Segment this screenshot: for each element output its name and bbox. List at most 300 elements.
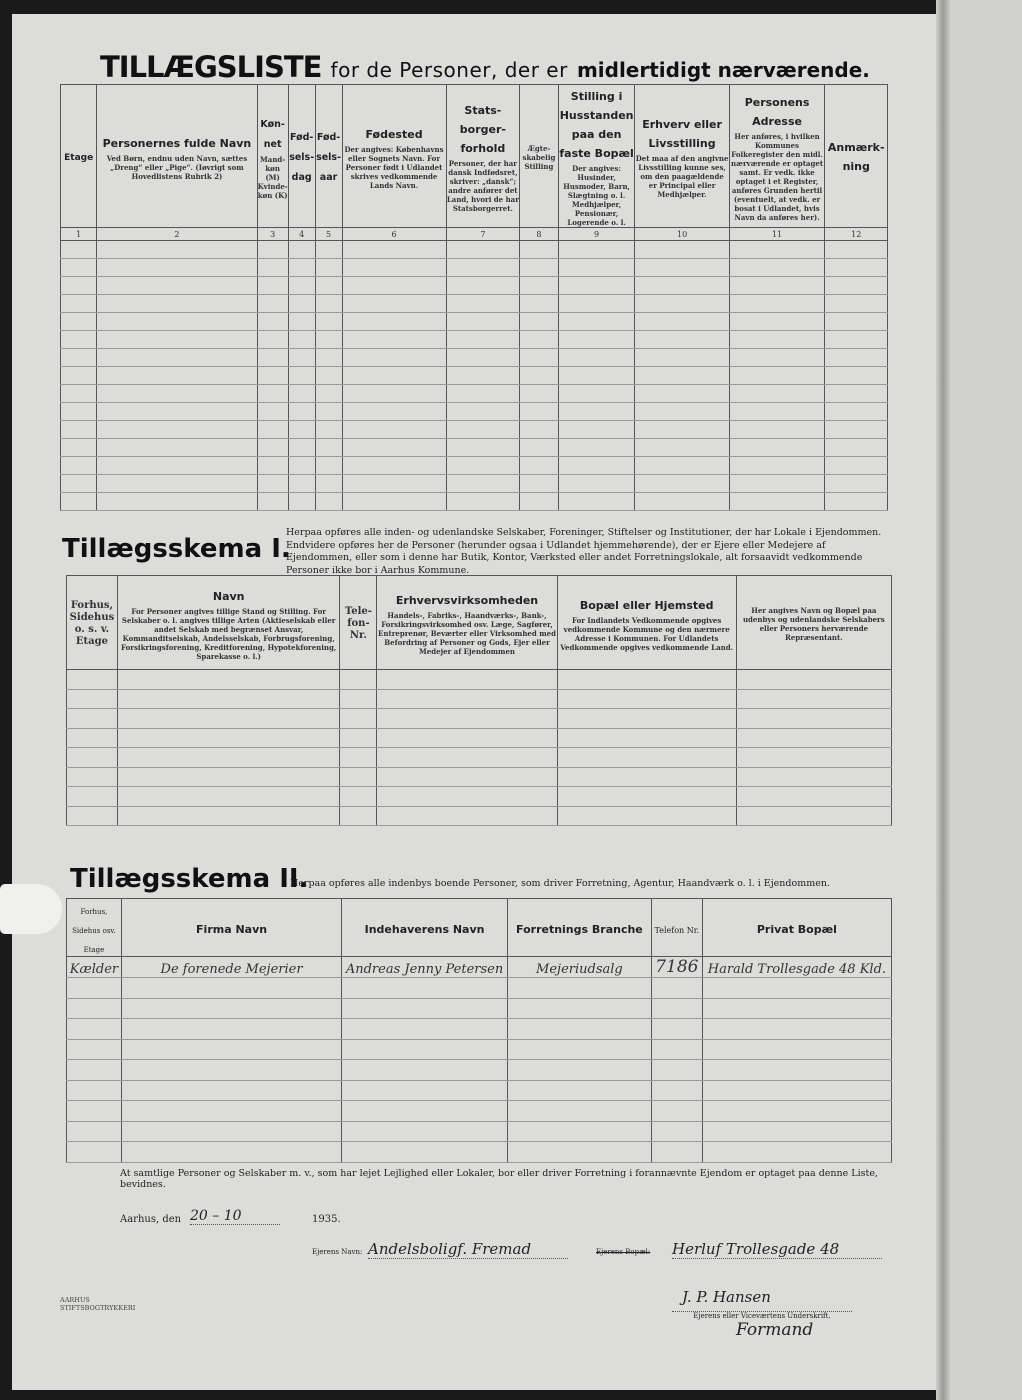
list-cell[interactable] xyxy=(97,349,257,367)
list-cell[interactable] xyxy=(558,295,635,313)
list-cell[interactable] xyxy=(635,385,729,403)
list-cell[interactable] xyxy=(635,313,729,331)
list-cell[interactable] xyxy=(315,457,342,475)
list-cell[interactable] xyxy=(342,331,446,349)
list-cell[interactable] xyxy=(446,277,520,295)
skema2-cell[interactable] xyxy=(507,1101,651,1122)
skema1-cell[interactable] xyxy=(377,689,557,709)
skema2-cell[interactable] xyxy=(651,1080,702,1101)
list-cell[interactable] xyxy=(315,385,342,403)
skema1-cell[interactable] xyxy=(557,767,736,787)
skema1-cell[interactable] xyxy=(340,787,377,807)
list-cell[interactable] xyxy=(315,277,342,295)
skema2-entry-bopael[interactable] xyxy=(702,957,891,978)
list-cell[interactable] xyxy=(342,385,446,403)
list-cell[interactable] xyxy=(520,241,559,259)
list-cell[interactable] xyxy=(97,367,257,385)
skema2-cell[interactable] xyxy=(702,1121,891,1142)
skema2-cell[interactable] xyxy=(121,1080,341,1101)
list-cell[interactable] xyxy=(288,313,315,331)
list-cell[interactable] xyxy=(61,367,97,385)
list-cell[interactable] xyxy=(520,349,559,367)
list-cell[interactable] xyxy=(635,331,729,349)
list-cell[interactable] xyxy=(342,439,446,457)
skema1-cell[interactable] xyxy=(736,787,891,807)
list-cell[interactable] xyxy=(558,457,635,475)
skema1-cell[interactable] xyxy=(736,670,891,690)
list-cell[interactable] xyxy=(446,403,520,421)
list-cell[interactable] xyxy=(446,313,520,331)
list-cell[interactable] xyxy=(520,367,559,385)
list-cell[interactable] xyxy=(446,367,520,385)
list-cell[interactable] xyxy=(520,295,559,313)
list-cell[interactable] xyxy=(558,277,635,295)
list-cell[interactable] xyxy=(288,331,315,349)
list-cell[interactable] xyxy=(315,331,342,349)
list-cell[interactable] xyxy=(257,439,288,457)
list-cell[interactable] xyxy=(558,403,635,421)
skema2-cell[interactable] xyxy=(67,1142,122,1163)
list-cell[interactable] xyxy=(97,493,257,511)
skema2-cell[interactable] xyxy=(651,1019,702,1040)
list-cell[interactable] xyxy=(729,403,825,421)
list-cell[interactable] xyxy=(558,475,635,493)
skema1-cell[interactable] xyxy=(67,806,118,826)
skema1-cell[interactable] xyxy=(340,689,377,709)
skema1-cell[interactable] xyxy=(117,670,340,690)
list-cell[interactable] xyxy=(825,475,888,493)
list-cell[interactable] xyxy=(342,403,446,421)
skema1-cell[interactable] xyxy=(736,748,891,768)
list-cell[interactable] xyxy=(825,349,888,367)
skema2-cell[interactable] xyxy=(507,1060,651,1081)
list-cell[interactable] xyxy=(257,349,288,367)
list-cell[interactable] xyxy=(520,259,559,277)
skema2-cell[interactable] xyxy=(67,1019,122,1040)
list-cell[interactable] xyxy=(257,367,288,385)
list-cell[interactable] xyxy=(558,331,635,349)
skema2-cell[interactable] xyxy=(121,1039,341,1060)
skema1-cell[interactable] xyxy=(557,709,736,729)
skema1-cell[interactable] xyxy=(67,767,118,787)
skema1-cell[interactable] xyxy=(377,728,557,748)
skema2-entry-indehaver[interactable] xyxy=(342,957,508,978)
skema1-cell[interactable] xyxy=(117,728,340,748)
skema2-cell[interactable] xyxy=(507,998,651,1019)
skema1-cell[interactable] xyxy=(377,787,557,807)
title-main: TILLÆGSLISTE xyxy=(100,50,322,84)
skema1-cell[interactable] xyxy=(67,670,118,690)
list-cell[interactable] xyxy=(729,457,825,475)
list-cell[interactable] xyxy=(257,385,288,403)
skema1-cell[interactable] xyxy=(340,728,377,748)
list-cell[interactable] xyxy=(558,385,635,403)
list-cell[interactable] xyxy=(825,493,888,511)
list-cell[interactable] xyxy=(97,277,257,295)
skema1-cell[interactable] xyxy=(377,767,557,787)
skema2-cell[interactable] xyxy=(342,1039,508,1060)
list-cell[interactable] xyxy=(825,367,888,385)
list-cell[interactable] xyxy=(342,457,446,475)
list-cell[interactable] xyxy=(558,439,635,457)
skema1-cell[interactable] xyxy=(340,806,377,826)
skema2-cell[interactable] xyxy=(702,1039,891,1060)
list-cell[interactable] xyxy=(315,313,342,331)
list-cell[interactable] xyxy=(288,385,315,403)
list-cell[interactable] xyxy=(61,313,97,331)
list-cell[interactable] xyxy=(342,313,446,331)
skema2-cell[interactable] xyxy=(651,1060,702,1081)
skema1-cell[interactable] xyxy=(340,670,377,690)
list-cell[interactable] xyxy=(635,421,729,439)
list-cell[interactable] xyxy=(825,403,888,421)
list-cell[interactable] xyxy=(257,241,288,259)
list-cell[interactable] xyxy=(825,259,888,277)
skema1-cell[interactable] xyxy=(557,748,736,768)
skema2-cell[interactable] xyxy=(702,1060,891,1081)
list-cell[interactable] xyxy=(342,241,446,259)
list-cell[interactable] xyxy=(446,295,520,313)
list-cell[interactable] xyxy=(446,493,520,511)
skema2-cell[interactable] xyxy=(651,978,702,999)
list-cell[interactable] xyxy=(729,367,825,385)
list-cell[interactable] xyxy=(446,241,520,259)
list-cell[interactable] xyxy=(97,331,257,349)
list-cell[interactable] xyxy=(97,439,257,457)
list-cell[interactable] xyxy=(729,439,825,457)
list-cell[interactable] xyxy=(446,331,520,349)
skema2-cell[interactable] xyxy=(67,998,122,1019)
skema2-cell[interactable] xyxy=(507,1019,651,1040)
list-cell[interactable] xyxy=(288,421,315,439)
skema2-cell[interactable] xyxy=(651,1142,702,1163)
list-cell[interactable] xyxy=(257,403,288,421)
list-cell[interactable] xyxy=(729,331,825,349)
signature-title: Formand xyxy=(736,1320,814,1340)
list-cell[interactable] xyxy=(558,349,635,367)
skema2-cell[interactable] xyxy=(342,978,508,999)
skema2-cell[interactable] xyxy=(342,998,508,1019)
list-cell[interactable] xyxy=(729,385,825,403)
list-cell[interactable] xyxy=(520,277,559,295)
list-cell[interactable] xyxy=(61,493,97,511)
list-cell[interactable] xyxy=(61,295,97,313)
list-cell[interactable] xyxy=(446,457,520,475)
list-cell[interactable] xyxy=(61,457,97,475)
list-cell[interactable] xyxy=(520,421,559,439)
list-cell[interactable] xyxy=(288,241,315,259)
skema2-cell[interactable] xyxy=(651,1039,702,1060)
page-fold xyxy=(936,0,950,1400)
skema1-header-sub: Forhus, Sidehus o. s. v. Etage xyxy=(69,600,115,647)
skema1-cell[interactable] xyxy=(736,689,891,709)
skema1-cell[interactable] xyxy=(557,806,736,826)
list-cell[interactable] xyxy=(635,295,729,313)
footer-date: 20 – 10 xyxy=(190,1208,280,1225)
list-cell[interactable] xyxy=(558,259,635,277)
list-cell[interactable] xyxy=(257,331,288,349)
skema2-cell[interactable] xyxy=(651,1121,702,1142)
skema2-entry-branche[interactable] xyxy=(507,957,651,978)
skema2-cell[interactable] xyxy=(702,1019,891,1040)
skema2-cell[interactable] xyxy=(67,1101,122,1122)
list-cell[interactable] xyxy=(315,421,342,439)
list-cell[interactable] xyxy=(257,493,288,511)
list-cell[interactable] xyxy=(315,349,342,367)
list-cell[interactable] xyxy=(825,421,888,439)
skema2-cell[interactable] xyxy=(342,1142,508,1163)
list-cell[interactable] xyxy=(825,457,888,475)
list-cell[interactable] xyxy=(520,457,559,475)
skema2-cell[interactable] xyxy=(342,1101,508,1122)
list-cell[interactable] xyxy=(558,421,635,439)
skema2-cell[interactable] xyxy=(651,998,702,1019)
list-cell[interactable] xyxy=(315,241,342,259)
list-cell[interactable] xyxy=(729,475,825,493)
skema1-cell[interactable] xyxy=(557,728,736,748)
list-cell[interactable] xyxy=(288,493,315,511)
list-cell[interactable] xyxy=(520,331,559,349)
list-cell[interactable] xyxy=(342,475,446,493)
list-cell[interactable] xyxy=(635,403,729,421)
list-cell[interactable] xyxy=(825,277,888,295)
skema2-cell[interactable] xyxy=(507,978,651,999)
skema1-cell[interactable] xyxy=(340,767,377,787)
list-header-title: Personernes fulde Navn xyxy=(102,136,252,150)
list-cell[interactable] xyxy=(825,439,888,457)
list-cell[interactable] xyxy=(288,259,315,277)
list-cell[interactable] xyxy=(315,295,342,313)
list-cell[interactable] xyxy=(315,439,342,457)
skema2-cell[interactable] xyxy=(702,998,891,1019)
list-cell[interactable] xyxy=(288,439,315,457)
skema2-cell[interactable] xyxy=(651,1101,702,1122)
skema1-cell[interactable] xyxy=(736,728,891,748)
list-cell[interactable] xyxy=(288,367,315,385)
list-cell[interactable] xyxy=(61,259,97,277)
skema2-cell[interactable] xyxy=(121,1019,341,1040)
skema2-cell[interactable] xyxy=(67,1080,122,1101)
skema2-cell[interactable] xyxy=(121,998,341,1019)
skema2-cell[interactable] xyxy=(121,1101,341,1122)
list-cell[interactable] xyxy=(61,403,97,421)
skema2-row xyxy=(67,1121,892,1142)
list-cell[interactable] xyxy=(315,493,342,511)
list-cell[interactable] xyxy=(315,403,342,421)
skema2-cell[interactable] xyxy=(702,1142,891,1163)
list-cell[interactable] xyxy=(97,385,257,403)
list-cell[interactable] xyxy=(288,457,315,475)
list-cell[interactable] xyxy=(729,295,825,313)
list-cell[interactable] xyxy=(635,241,729,259)
list-cell[interactable] xyxy=(257,475,288,493)
list-cell[interactable] xyxy=(97,295,257,313)
list-cell[interactable] xyxy=(288,295,315,313)
skema2-entry-firma[interactable] xyxy=(121,957,341,978)
skema1-cell[interactable] xyxy=(377,806,557,826)
skema1-header-col-2 xyxy=(117,576,340,670)
list-cell[interactable] xyxy=(635,367,729,385)
list-cell[interactable] xyxy=(446,385,520,403)
list-cell[interactable] xyxy=(446,421,520,439)
list-cell[interactable] xyxy=(288,277,315,295)
skema1-cell[interactable] xyxy=(117,806,340,826)
list-cell[interactable] xyxy=(257,421,288,439)
skema2-cell[interactable] xyxy=(702,1101,891,1122)
skema2-cell[interactable] xyxy=(67,1121,122,1142)
skema1-cell[interactable] xyxy=(340,709,377,729)
list-cell[interactable] xyxy=(97,241,257,259)
list-cell[interactable] xyxy=(446,349,520,367)
list-cell[interactable] xyxy=(520,385,559,403)
skema2-cell[interactable] xyxy=(507,1080,651,1101)
list-cell[interactable] xyxy=(61,241,97,259)
list-cell[interactable] xyxy=(558,367,635,385)
handwritten-etage: Kælder xyxy=(69,961,119,977)
skema1-cell[interactable] xyxy=(67,748,118,768)
skema2-cell[interactable] xyxy=(342,1080,508,1101)
list-cell[interactable] xyxy=(97,475,257,493)
list-cell[interactable] xyxy=(61,385,97,403)
list-cell[interactable] xyxy=(558,241,635,259)
skema2-cell[interactable] xyxy=(67,1060,122,1081)
list-cell[interactable] xyxy=(342,277,446,295)
skema1-cell[interactable] xyxy=(117,709,340,729)
list-cell[interactable] xyxy=(520,493,559,511)
list-cell[interactable] xyxy=(825,331,888,349)
list-cell[interactable] xyxy=(342,349,446,367)
skema2-cell[interactable] xyxy=(702,978,891,999)
list-cell[interactable] xyxy=(342,259,446,277)
list-cell[interactable] xyxy=(825,385,888,403)
skema1-cell[interactable] xyxy=(377,709,557,729)
skema1-cell[interactable] xyxy=(67,728,118,748)
list-header-sub: Det maa af den angivne Livsstilling kunne ses, om den paagældende er Principal eller Medhjælper. xyxy=(635,154,729,199)
skema2-cell[interactable] xyxy=(67,1039,122,1060)
list-cell[interactable] xyxy=(729,349,825,367)
skema2-cell[interactable] xyxy=(342,1060,508,1081)
list-cell[interactable] xyxy=(635,493,729,511)
list-cell[interactable] xyxy=(825,295,888,313)
skema1-cell[interactable] xyxy=(377,670,557,690)
list-cell[interactable] xyxy=(825,241,888,259)
skema1-cell[interactable] xyxy=(117,689,340,709)
list-cell[interactable] xyxy=(635,475,729,493)
list-cell[interactable] xyxy=(97,421,257,439)
list-cell[interactable] xyxy=(558,313,635,331)
skema1-cell[interactable] xyxy=(117,748,340,768)
skema2-cell[interactable] xyxy=(121,978,341,999)
list-cell[interactable] xyxy=(729,259,825,277)
list-cell[interactable] xyxy=(520,313,559,331)
list-cell[interactable] xyxy=(315,259,342,277)
list-cell[interactable] xyxy=(446,439,520,457)
list-cell[interactable] xyxy=(520,439,559,457)
list-cell[interactable] xyxy=(97,403,257,421)
list-cell[interactable] xyxy=(61,277,97,295)
list-cell[interactable] xyxy=(61,439,97,457)
list-cell[interactable] xyxy=(61,349,97,367)
list-cell[interactable] xyxy=(61,331,97,349)
list-cell[interactable] xyxy=(342,493,446,511)
skema2-cell[interactable] xyxy=(342,1121,508,1142)
list-cell[interactable] xyxy=(729,421,825,439)
list-cell[interactable] xyxy=(288,475,315,493)
list-cell[interactable] xyxy=(97,259,257,277)
list-cell[interactable] xyxy=(825,313,888,331)
list-cell[interactable] xyxy=(257,259,288,277)
list-cell[interactable] xyxy=(729,313,825,331)
list-cell[interactable] xyxy=(635,277,729,295)
list-cell[interactable] xyxy=(97,313,257,331)
list-cell[interactable] xyxy=(257,295,288,313)
list-cell[interactable] xyxy=(61,475,97,493)
list-cell[interactable] xyxy=(635,457,729,475)
skema2-cell[interactable] xyxy=(702,1080,891,1101)
list-cell[interactable] xyxy=(342,367,446,385)
skema2-cell[interactable] xyxy=(67,978,122,999)
skema1-cell[interactable] xyxy=(736,806,891,826)
skema1-cell[interactable] xyxy=(67,787,118,807)
skema1-cell[interactable] xyxy=(67,709,118,729)
skema1-cell[interactable] xyxy=(117,767,340,787)
skema2-entry-telefon[interactable] xyxy=(651,957,702,978)
skema1-cell[interactable] xyxy=(377,748,557,768)
list-cell[interactable] xyxy=(257,277,288,295)
list-cell[interactable] xyxy=(446,475,520,493)
skema2-cell[interactable] xyxy=(342,1019,508,1040)
list-cell[interactable] xyxy=(729,277,825,295)
list-cell[interactable] xyxy=(315,475,342,493)
skema2-cell[interactable] xyxy=(121,1060,341,1081)
skema2-entry-etage[interactable] xyxy=(67,957,122,978)
list-cell[interactable] xyxy=(729,241,825,259)
skema2-cell[interactable] xyxy=(507,1121,651,1142)
skema1-cell[interactable] xyxy=(557,689,736,709)
skema1-cell[interactable] xyxy=(557,670,736,690)
skema2-cell[interactable] xyxy=(121,1142,341,1163)
list-cell[interactable] xyxy=(635,439,729,457)
skema2-cell[interactable] xyxy=(507,1142,651,1163)
skema2-cell[interactable] xyxy=(121,1121,341,1142)
skema2-row xyxy=(67,1019,892,1040)
list-cell[interactable] xyxy=(288,349,315,367)
skema1-cell[interactable] xyxy=(340,748,377,768)
list-cell[interactable] xyxy=(315,367,342,385)
skema1-cell[interactable] xyxy=(736,767,891,787)
list-cell[interactable] xyxy=(342,421,446,439)
list-cell[interactable] xyxy=(288,403,315,421)
list-cell[interactable] xyxy=(257,457,288,475)
list-cell[interactable] xyxy=(97,457,257,475)
skema1-cell[interactable] xyxy=(67,689,118,709)
skema1-cell[interactable] xyxy=(117,787,340,807)
list-cell[interactable] xyxy=(520,475,559,493)
list-cell[interactable] xyxy=(558,493,635,511)
list-cell[interactable] xyxy=(257,313,288,331)
list-col-number: 5 xyxy=(315,228,342,241)
list-cell[interactable] xyxy=(342,295,446,313)
skema2-cell[interactable] xyxy=(507,1039,651,1060)
list-cell[interactable] xyxy=(446,259,520,277)
list-cell[interactable] xyxy=(61,421,97,439)
list-cell[interactable] xyxy=(729,493,825,511)
list-cell[interactable] xyxy=(635,259,729,277)
skema1-cell[interactable] xyxy=(736,709,891,729)
list-cell[interactable] xyxy=(635,349,729,367)
skema1-cell[interactable] xyxy=(557,787,736,807)
list-cell[interactable] xyxy=(520,403,559,421)
